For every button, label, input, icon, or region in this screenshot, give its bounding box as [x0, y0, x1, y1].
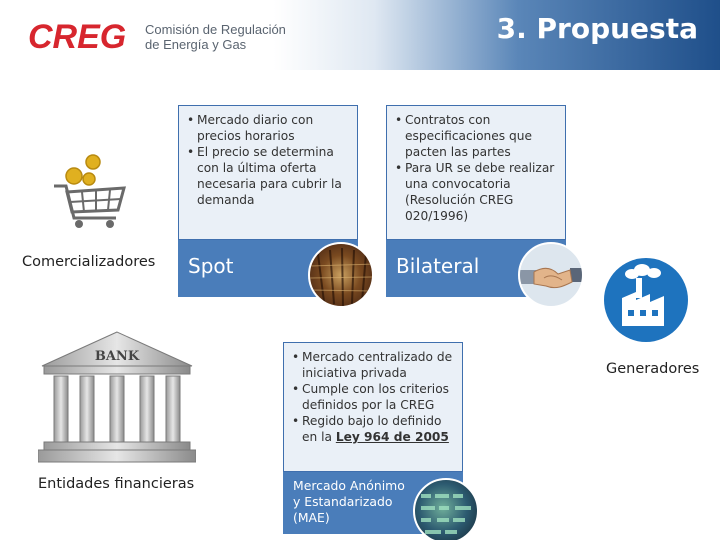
- page-title: 3. Propuesta: [496, 12, 698, 45]
- header-banner: [0, 0, 720, 70]
- comercializadores-label: Comercializadores: [22, 254, 156, 270]
- generadores-label: Generadores: [606, 361, 700, 377]
- bilateral-bullet: • Para UR se debe realizar una convocatoria (Resolución CREG 020/1996): [395, 160, 557, 224]
- shopping-cart-icon: [52, 150, 130, 230]
- spot-bullet: • El precio se determina con la última oferta necesaria para cubrir la demanda: [187, 144, 349, 208]
- creg-logo: [28, 18, 138, 54]
- svg-text:CREG: CREG: [28, 18, 127, 54]
- factory-icon: [602, 256, 690, 344]
- trading-floor-photo: [308, 242, 374, 308]
- bilateral-label: Bilateral: [396, 254, 480, 278]
- mae-bullet: • Mercado centralizado de iniciativa privada: [292, 349, 454, 381]
- org-name-line1: Comisión de Regulación: [145, 22, 286, 37]
- org-name: [145, 22, 286, 52]
- bilateral-bullet: • Contratos con especificaciones que pacten las partes: [395, 112, 557, 160]
- law-link[interactable]: Ley 964 de 2005: [335, 430, 449, 444]
- org-name-line2: de Energía y Gas: [145, 37, 247, 52]
- mae-description-box: [283, 342, 463, 472]
- spot-label: Spot: [188, 254, 234, 278]
- mae-bullet: • Cumple con los criterios definidos por la CREG: [292, 381, 454, 413]
- spot-bullet: • Mercado diario con precios horarios: [187, 112, 349, 144]
- stock-ticker-photo: [413, 478, 479, 540]
- mae-bullet: [292, 413, 454, 445]
- spot-description-box: [178, 105, 358, 240]
- mae-bullet-text: Regido bajo lo definido en la: [302, 414, 442, 444]
- coin-icon: [66, 155, 100, 185]
- handshake-photo: [518, 242, 584, 308]
- entidades-financieras-label: Entidades financieras: [38, 476, 195, 492]
- mae-label: Mercado Anónimo y Estandarizado (MAE): [293, 478, 405, 525]
- bank-sign: BANK: [94, 349, 140, 364]
- bank-icon: [38, 330, 196, 465]
- bilateral-description-box: [386, 105, 566, 240]
